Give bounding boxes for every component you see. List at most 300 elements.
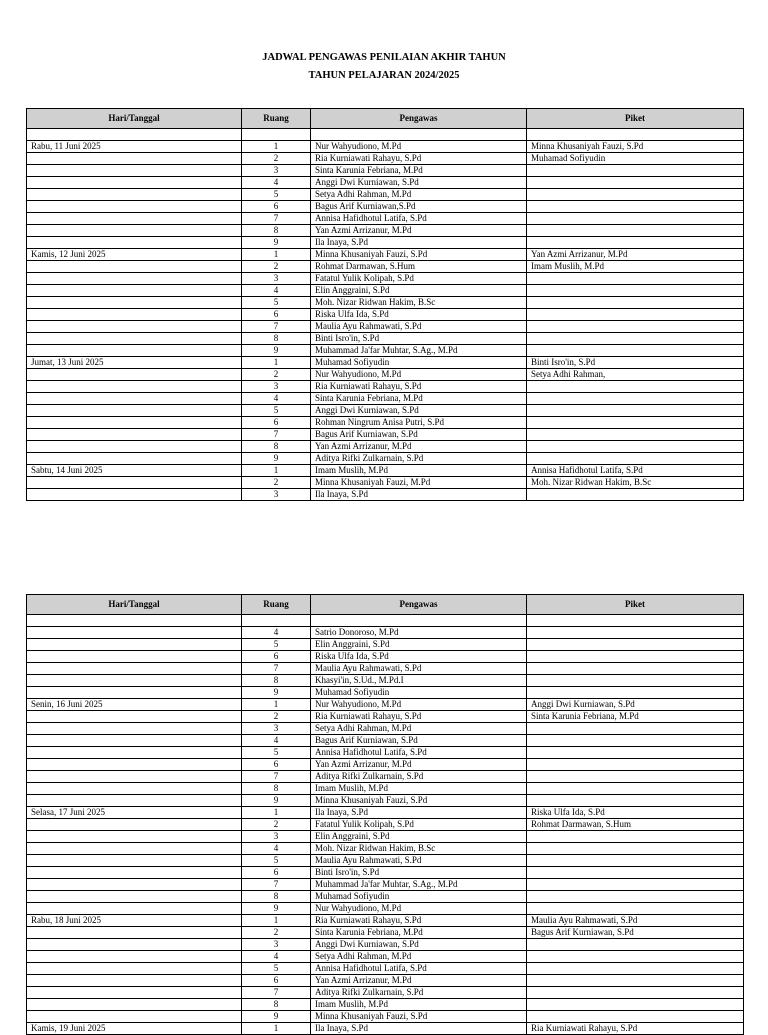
proctor-cell: Bagus Arif Kurniawan, S.Pd — [311, 735, 527, 747]
spacer-cell — [311, 129, 527, 141]
duty-cell: Minna Khusaniyah Fauzi, S.Pd — [527, 141, 744, 153]
proctor-cell: Setya Adhi Rahman, M.Pd — [311, 951, 527, 963]
header-hari-tanggal: Hari/Tanggal — [27, 109, 242, 129]
room-cell: 9 — [242, 687, 311, 699]
room-cell: 4 — [242, 843, 311, 855]
duty-cell: Riska Ulfa Ida, S.Pd — [527, 807, 744, 819]
table-row — [27, 345, 744, 357]
day-cell — [27, 867, 242, 879]
proctor-cell: Bagus Arif Kurniawan, S.Pd — [311, 429, 527, 441]
table-row — [27, 651, 744, 663]
duty-cell — [527, 237, 744, 249]
room-cell: 7 — [242, 213, 311, 225]
duty-cell — [527, 321, 744, 333]
table-row — [27, 831, 744, 843]
duty-cell — [527, 855, 744, 867]
day-cell — [27, 165, 242, 177]
proctor-cell: Annisa Hafidhotul Latifa, S.Pd — [311, 213, 527, 225]
proctor-cell: Minna Khusaniyah Fauzi, S.Pd — [311, 249, 527, 261]
room-cell: 4 — [242, 735, 311, 747]
room-cell: 8 — [242, 225, 311, 237]
day-cell — [27, 831, 242, 843]
day-cell — [27, 723, 242, 735]
day-cell — [27, 939, 242, 951]
proctor-cell: Ila Inaya, S.Pd — [311, 489, 527, 501]
room-cell: 6 — [242, 759, 311, 771]
proctor-cell: Setya Adhi Rahman, M.Pd — [311, 723, 527, 735]
table-row — [27, 273, 744, 285]
table-header-row — [27, 595, 744, 615]
proctor-cell: Ria Kurniawati Rahayu, S.Pd — [311, 711, 527, 723]
room-cell: 8 — [242, 333, 311, 345]
duty-cell — [527, 177, 744, 189]
room-cell: 9 — [242, 795, 311, 807]
room-cell: 4 — [242, 285, 311, 297]
duty-cell: Yan Azmi Arrizanur, M.Pd — [527, 249, 744, 261]
room-cell: 3 — [242, 273, 311, 285]
table-row — [27, 369, 744, 381]
duty-cell — [527, 627, 744, 639]
day-cell — [27, 891, 242, 903]
day-cell: Rabu, 18 Juni 2025 — [27, 915, 242, 927]
proctor-cell: Khasyi'in, S.Ud., M.Pd.I — [311, 675, 527, 687]
table-row — [27, 165, 744, 177]
room-cell: 9 — [242, 1011, 311, 1023]
proctor-cell: Ria Kurniawati Rahayu, S.Pd — [311, 153, 527, 165]
table-row — [27, 855, 744, 867]
spacer-cell — [311, 615, 527, 627]
day-cell — [27, 951, 242, 963]
day-cell — [27, 1011, 242, 1023]
room-cell: 6 — [242, 975, 311, 987]
duty-cell — [527, 759, 744, 771]
proctor-cell: Imam Muslih, M.Pd — [311, 465, 527, 477]
day-cell — [27, 639, 242, 651]
room-cell: 9 — [242, 237, 311, 249]
room-cell: 8 — [242, 999, 311, 1011]
duty-cell — [527, 639, 744, 651]
room-cell: 1 — [242, 249, 311, 261]
day-cell — [27, 477, 242, 489]
table-row — [27, 723, 744, 735]
duty-cell — [527, 225, 744, 237]
proctor-cell: Setya Adhi Rahman, M.Pd — [311, 189, 527, 201]
table-row — [27, 999, 744, 1011]
day-cell — [27, 987, 242, 999]
table-row — [27, 771, 744, 783]
day-cell — [27, 903, 242, 915]
day-cell: Kamis, 19 Juni 2025 — [27, 1023, 242, 1035]
room-cell: 8 — [242, 675, 311, 687]
table-row — [27, 891, 744, 903]
duty-cell — [527, 201, 744, 213]
table-row — [27, 393, 744, 405]
duty-cell — [527, 453, 744, 465]
room-cell: 5 — [242, 639, 311, 651]
spacer-cell — [242, 615, 311, 627]
room-cell: 1 — [242, 357, 311, 369]
proctor-cell: Sinta Karunia Febriana, M.Pd — [311, 393, 527, 405]
room-cell: 7 — [242, 879, 311, 891]
proctor-cell: Ila Inaya, S.Pd — [311, 237, 527, 249]
room-cell: 1 — [242, 699, 311, 711]
spacer-cell — [527, 615, 744, 627]
table-row — [27, 405, 744, 417]
room-cell: 5 — [242, 855, 311, 867]
duty-cell — [527, 891, 744, 903]
room-cell: 4 — [242, 951, 311, 963]
duty-cell — [527, 285, 744, 297]
day-cell — [27, 345, 242, 357]
header-pengawas: Pengawas — [311, 109, 527, 129]
day-cell — [27, 747, 242, 759]
duty-cell: Rohmat Darmawan, S.Hum — [527, 819, 744, 831]
table-row — [27, 441, 744, 453]
duty-cell — [527, 747, 744, 759]
day-cell: Sabtu, 14 Juni 2025 — [27, 465, 242, 477]
day-cell — [27, 879, 242, 891]
proctor-cell: Binti Isro'in, S.Pd — [311, 867, 527, 879]
duty-cell: Bagus Arif Kurniawan, S.Pd — [527, 927, 744, 939]
duty-cell — [527, 345, 744, 357]
proctor-cell: Yan Azmi Arrizanur, M.Pd — [311, 759, 527, 771]
table-row — [27, 417, 744, 429]
proctor-cell: Imam Muslih, M.Pd — [311, 999, 527, 1011]
proctor-cell: Maulia Ayu Rahmawati, S.Pd — [311, 663, 527, 675]
proctor-cell: Moh. Nizar Ridwan Hakim, B.Sc — [311, 297, 527, 309]
proctor-cell: Aditya Rifki Zulkarnain, S.Pd — [311, 453, 527, 465]
duty-cell: Maulia Ayu Rahmawati, S.Pd — [527, 915, 744, 927]
day-cell — [27, 297, 242, 309]
day-cell: Selasa, 17 Juni 2025 — [27, 807, 242, 819]
table-row — [27, 489, 744, 501]
room-cell: 8 — [242, 441, 311, 453]
room-cell: 7 — [242, 771, 311, 783]
proctor-cell: Yan Azmi Arrizanur, M.Pd — [311, 225, 527, 237]
day-cell: Jumat, 13 Juni 2025 — [27, 357, 242, 369]
header-ruang: Ruang — [242, 595, 311, 615]
duty-cell: Binti Isro'in, S.Pd — [527, 357, 744, 369]
duty-cell — [527, 273, 744, 285]
day-cell — [27, 381, 242, 393]
proctor-cell: Fatatul Yulik Kolipah, S.Pd — [311, 819, 527, 831]
table-row — [27, 429, 744, 441]
room-cell: 5 — [242, 963, 311, 975]
proctor-cell: Satrio Donoroso, M.Pd — [311, 627, 527, 639]
duty-cell — [527, 297, 744, 309]
proctor-cell: Binti Isro'in, S.Pd — [311, 333, 527, 345]
day-cell — [27, 651, 242, 663]
duty-cell — [527, 333, 744, 345]
duty-cell — [527, 417, 744, 429]
duty-cell: Anggi Dwi Kurniawan, S.Pd — [527, 699, 744, 711]
duty-cell — [527, 489, 744, 501]
table-row — [27, 261, 744, 273]
day-cell — [27, 429, 242, 441]
proctor-cell: Nur Wahyudiono, M.Pd — [311, 141, 527, 153]
duty-cell: Moh. Nizar Ridwan Hakim, B.Sc — [527, 477, 744, 489]
table-row — [27, 141, 744, 153]
duty-cell — [527, 975, 744, 987]
room-cell: 8 — [242, 891, 311, 903]
room-cell: 6 — [242, 309, 311, 321]
day-cell — [27, 453, 242, 465]
proctor-cell: Maulia Ayu Rahmawati, S.Pd — [311, 855, 527, 867]
table-row — [27, 663, 744, 675]
table-row — [27, 939, 744, 951]
table-row — [27, 201, 744, 213]
day-cell — [27, 225, 242, 237]
table-row — [27, 951, 744, 963]
room-cell: 9 — [242, 345, 311, 357]
table-row — [27, 285, 744, 297]
day-cell — [27, 759, 242, 771]
room-cell: 3 — [242, 831, 311, 843]
table-spacer-row — [27, 615, 744, 627]
proctor-cell: Minna Khusaniyah Fauzi, S.Pd — [311, 1011, 527, 1023]
proctor-cell: Muhammad Ja'far Muhtar, S.Ag., M.Pd — [311, 345, 527, 357]
day-cell — [27, 855, 242, 867]
day-cell — [27, 489, 242, 501]
duty-cell — [527, 381, 744, 393]
day-cell — [27, 663, 242, 675]
room-cell: 8 — [242, 783, 311, 795]
room-cell: 6 — [242, 201, 311, 213]
proctor-cell: Anggi Dwi Kurniawan, S.Pd — [311, 939, 527, 951]
duty-cell — [527, 987, 744, 999]
day-cell: Rabu, 11 Juni 2025 — [27, 141, 242, 153]
room-cell: 7 — [242, 663, 311, 675]
table-row — [27, 735, 744, 747]
room-cell: 5 — [242, 747, 311, 759]
proctor-cell: Yan Azmi Arrizanur, M.Pd — [311, 441, 527, 453]
day-cell — [27, 927, 242, 939]
duty-cell — [527, 879, 744, 891]
table-spacer-row — [27, 129, 744, 141]
proctor-cell: Rohman Ningrum Anisa Putri, S.Pd — [311, 417, 527, 429]
day-cell — [27, 321, 242, 333]
duty-cell — [527, 783, 744, 795]
room-cell: 7 — [242, 321, 311, 333]
document-title: JADWAL PENGAWAS PENILAIAN AKHIR TAHUN — [262, 52, 506, 63]
day-cell — [27, 405, 242, 417]
duty-cell — [527, 405, 744, 417]
duty-cell — [527, 999, 744, 1011]
duty-cell: Muhamad Sofiyudin — [527, 153, 744, 165]
duty-cell — [527, 963, 744, 975]
proctor-cell: Rohmat Darmawan, S.Hum — [311, 261, 527, 273]
room-cell: 1 — [242, 465, 311, 477]
duty-cell — [527, 309, 744, 321]
proctor-cell: Aditya Rifki Zulkarnain, S.Pd — [311, 987, 527, 999]
duty-cell: Setya Adhi Rahman, — [527, 369, 744, 381]
room-cell: 9 — [242, 903, 311, 915]
room-cell: 7 — [242, 987, 311, 999]
duty-cell: Annisa Hafidhotul Latifa, S.Pd — [527, 465, 744, 477]
table-row — [27, 687, 744, 699]
duty-cell — [527, 951, 744, 963]
room-cell: 6 — [242, 651, 311, 663]
room-cell: 2 — [242, 369, 311, 381]
table-row — [27, 747, 744, 759]
spacer-cell — [27, 615, 242, 627]
table-row — [27, 213, 744, 225]
room-cell: 3 — [242, 723, 311, 735]
day-cell — [27, 333, 242, 345]
table-row — [27, 699, 744, 711]
day-cell — [27, 687, 242, 699]
room-cell: 6 — [242, 417, 311, 429]
header-pengawas: Pengawas — [311, 595, 527, 615]
proctor-cell: Maulia Ayu Rahmawati, S.Pd — [311, 321, 527, 333]
schedule-table-2 — [26, 594, 744, 1035]
table-row — [27, 819, 744, 831]
proctor-cell: Bagus Arif Kurniawan,S.Pd — [311, 201, 527, 213]
table-row — [27, 867, 744, 879]
room-cell: 4 — [242, 393, 311, 405]
room-cell: 4 — [242, 627, 311, 639]
proctor-cell: Elin Anggraini, S.Pd — [311, 639, 527, 651]
day-cell — [27, 819, 242, 831]
proctor-cell: Anggi Dwi Kurniawan, S.Pd — [311, 405, 527, 417]
duty-cell — [527, 429, 744, 441]
duty-cell — [527, 843, 744, 855]
duty-cell — [527, 831, 744, 843]
table-row — [27, 321, 744, 333]
duty-cell — [527, 1011, 744, 1023]
day-cell — [27, 213, 242, 225]
room-cell: 9 — [242, 453, 311, 465]
duty-cell — [527, 441, 744, 453]
proctor-cell: Fatatul Yulik Kolipah, S.Pd — [311, 273, 527, 285]
room-cell: 1 — [242, 915, 311, 927]
duty-cell — [527, 903, 744, 915]
table-row — [27, 879, 744, 891]
day-cell — [27, 783, 242, 795]
proctor-cell: Sinta Karunia Febriana, M.Pd — [311, 165, 527, 177]
table-row — [27, 465, 744, 477]
table-row — [27, 237, 744, 249]
table-row — [27, 783, 744, 795]
table-row — [27, 153, 744, 165]
table-row — [27, 357, 744, 369]
proctor-cell: Riska Ulfa Ida, S.Pd — [311, 309, 527, 321]
table-row — [27, 675, 744, 687]
room-cell: 2 — [242, 711, 311, 723]
room-cell: 3 — [242, 939, 311, 951]
proctor-cell: Muhamad Sofiyudin — [311, 357, 527, 369]
table-row — [27, 225, 744, 237]
day-cell — [27, 153, 242, 165]
day-cell — [27, 963, 242, 975]
day-cell — [27, 189, 242, 201]
day-cell — [27, 417, 242, 429]
room-cell: 5 — [242, 189, 311, 201]
day-cell — [27, 261, 242, 273]
room-cell: 1 — [242, 807, 311, 819]
proctor-cell: Ria Kurniawati Rahayu, S.Pd — [311, 915, 527, 927]
schedule-table-1 — [26, 108, 744, 501]
duty-cell — [527, 663, 744, 675]
day-cell — [27, 843, 242, 855]
room-cell: 2 — [242, 927, 311, 939]
header-piket: Piket — [527, 595, 744, 615]
proctor-cell: Ila Inaya, S.Pd — [311, 1023, 527, 1035]
duty-cell: Ria Kurniawati Rahayu, S.Pd — [527, 1023, 744, 1035]
duty-cell: Sinta Karunia Febriana, M.Pd — [527, 711, 744, 723]
room-cell: 7 — [242, 429, 311, 441]
duty-cell — [527, 675, 744, 687]
table-row — [27, 297, 744, 309]
table-row — [27, 189, 744, 201]
day-cell — [27, 627, 242, 639]
duty-cell — [527, 165, 744, 177]
header-piket: Piket — [527, 109, 744, 129]
proctor-cell: Annisa Hafidhotul Latifa, S.Pd — [311, 963, 527, 975]
duty-cell — [527, 867, 744, 879]
room-cell: 1 — [242, 141, 311, 153]
table-row — [27, 759, 744, 771]
day-cell — [27, 369, 242, 381]
table-row — [27, 987, 744, 999]
table-row — [27, 915, 744, 927]
table-header-row — [27, 109, 744, 129]
spacer-cell — [27, 129, 242, 141]
proctor-cell: Ria Kurniawati Rahayu, S.Pd — [311, 381, 527, 393]
duty-cell — [527, 723, 744, 735]
day-cell — [27, 711, 242, 723]
duty-cell — [527, 651, 744, 663]
day-cell: Kamis, 12 Juni 2025 — [27, 249, 242, 261]
room-cell: 5 — [242, 297, 311, 309]
proctor-cell: Annisa Hafidhotul Latifa, S.Pd — [311, 747, 527, 759]
duty-cell — [527, 939, 744, 951]
table-row — [27, 843, 744, 855]
room-cell: 3 — [242, 381, 311, 393]
day-cell — [27, 975, 242, 987]
spacer-cell — [242, 129, 311, 141]
day-cell — [27, 771, 242, 783]
proctor-cell: Elin Anggraini, S.Pd — [311, 285, 527, 297]
table-row — [27, 333, 744, 345]
proctor-cell: Elin Anggraini, S.Pd — [311, 831, 527, 843]
proctor-cell: Muhammad Ja'far Muhtar, S.Ag., M.Pd — [311, 879, 527, 891]
duty-cell — [527, 189, 744, 201]
table-row — [27, 711, 744, 723]
table-row — [27, 381, 744, 393]
day-cell — [27, 795, 242, 807]
proctor-cell: Ila Inaya, S.Pd — [311, 807, 527, 819]
table-row — [27, 309, 744, 321]
room-cell: 6 — [242, 867, 311, 879]
table-row — [27, 177, 744, 189]
proctor-cell: Moh. Nizar Ridwan Hakim, B.Sc — [311, 843, 527, 855]
proctor-cell: Yan Azmi Arrizanur, M.Pd — [311, 975, 527, 987]
table-row — [27, 903, 744, 915]
duty-cell — [527, 213, 744, 225]
header-hari-tanggal: Hari/Tanggal — [27, 595, 242, 615]
proctor-cell: Muhamad Sofiyudin — [311, 687, 527, 699]
table-row — [27, 249, 744, 261]
table-row — [27, 795, 744, 807]
room-cell: 2 — [242, 261, 311, 273]
table-row — [27, 627, 744, 639]
table-row — [27, 963, 744, 975]
day-cell — [27, 237, 242, 249]
day-cell — [27, 441, 242, 453]
proctor-cell: Minna Khusaniyah Fauzi, M.Pd — [311, 477, 527, 489]
proctor-cell: Nur Wahyudiono, M.Pd — [311, 699, 527, 711]
